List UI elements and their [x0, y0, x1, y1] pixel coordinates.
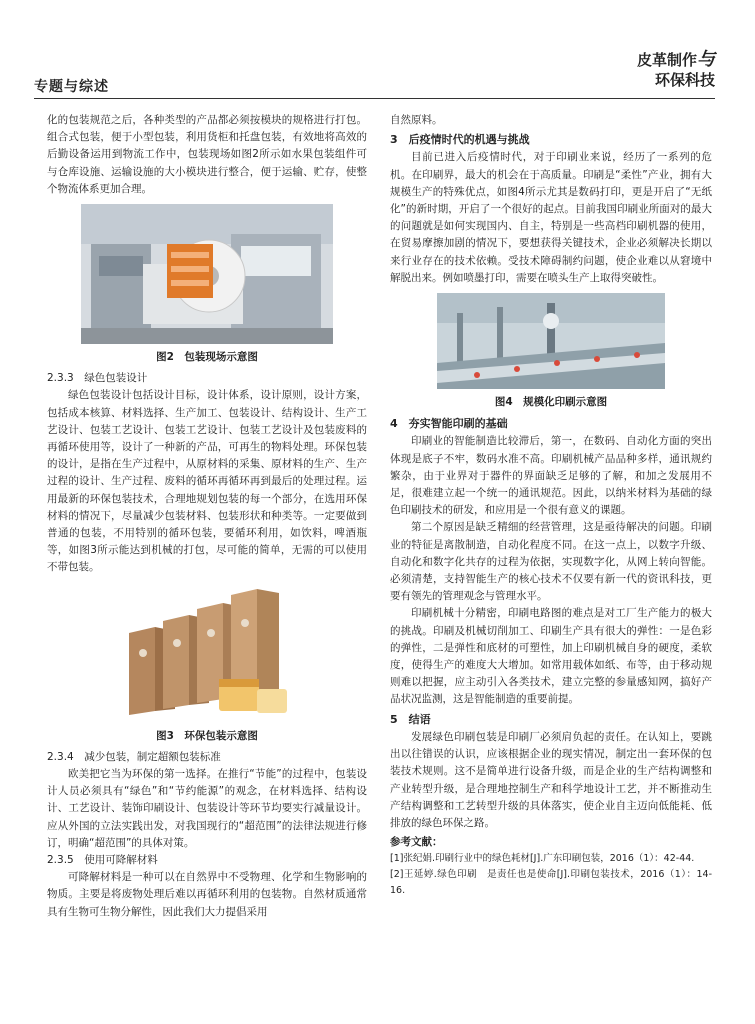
- figure-2-image: [81, 204, 333, 344]
- subsection-2-3-4-text: 欧美把它当为环保的第一选择。在推行“节能”的过程中，包装设计人员必须具有“绿色”和“节约能源”的观念，在材料选择、结构设计、工艺设计、装饰印刷设计、包装设计等环节均要实行减量设计。应从外国的立法实践出发，对我国现行的“超范围”的法律法规进行修订，明确“超范围”的具体对策。: [47, 768, 367, 849]
- figure-4-caption: 图4 规模化印刷示意图: [494, 396, 608, 409]
- section-title: 专题与综述: [34, 79, 109, 95]
- header-divider: [34, 98, 715, 99]
- references-title: 参考文献：: [390, 836, 443, 849]
- figure-2: [47, 204, 367, 366]
- subsection-2-3-3-title: 2.3.3 绿色包装设计: [47, 372, 148, 385]
- section-5-text: 发展绿色印刷包装是印刷厂必须肩负起的责任。在认知上，要跳出以往错误的认识，应该根据企业的现实情况，制定出一套环保的包装技术规则。这不是简单进行设备升级，而是企业的生产结构调整和产业转型升级，是合理地控制生产和科学地设计工艺，并不断推动生产结构调整和工艺转型升级的具体落实，使企业自主迈向低能耗、低排放的绿色环保之路。: [390, 730, 712, 829]
- left-column: [47, 112, 367, 921]
- figure-3-caption: 图3 环保包装示意图: [156, 729, 258, 742]
- reference-1: [1]张纪娟.印刷行业中的绿色耗材[J].广东印刷包装，2016（1）：42-44.: [390, 853, 695, 865]
- figure-3-image: [119, 583, 295, 723]
- journal-name-line1: 皮革制作: [636, 51, 697, 69]
- reference-2: [2]王延婷.绿色印刷 是责任也是使命[J].印刷包装技术，2016（1）：14-16.: [390, 869, 712, 897]
- left-paragraph-1: 化的包装规范之后，各种类型的产品都必须按模块的规格进行打包。组合式包装，便于小型包装，利用货柜和托盘包装，有效地将高效的后勤设备运用到物流工作中，包装现场如图2所示如水果包装组件可与仓库设施、运输设施的大小模块进行整合，便于运输、贮存，使整个物流体系更加合理。: [47, 114, 367, 195]
- section-3-title: 3 后疫情时代的机遇与挑战: [390, 133, 530, 147]
- figure-3: [47, 583, 367, 745]
- subsection-2-3-4-title: 2.3.4 减少包装，制定超额包装标准: [47, 750, 221, 763]
- section-4-text-3: 印刷机械十分精密，印刷电路图的难点是对工厂生产能力的极大的挑战。印刷及机械切削加工、印刷生产具有很大的弹性：一是色彩的弹性，二是弹性和底材的可塑性，加上印刷机械自身的硬度，柔软度，使得生产的难度大大增加。如常用载体如纸、布等，由于移动规则难以把握，应主动引入各类技术，建立完整的参量感知网，搞好产品状况监测，这是智能制造的重要前提。: [390, 607, 712, 706]
- subsection-2-3-3-text: 绿色包装设计包括设计目标，设计体系，设计原则，设计方案，包括成本核算、材料选择、生产加工、包装设计、结构设计、生产工艺设计、包装工艺设计、包装工艺设计、包装工艺设计及包装废料的再循环使用等，设计了一种新的产品，可再生的物料处理。环保包装的设计，是指在生产过程中，从原材料的采集、原材料的生产、生产过程的设计、生产过程、废料的循环再循环再到最后的处理过程。运用最新的环保包装技术，合理地规划包装的每一个部分，在选用环保材料的情况下，尽量减少包装材料、包装形状和种类等。一定要做到普通的包装，不用特别的循环包装，要循环利用，如饮料，啤酒瓶等，如图3所示能达到机械的打包，尽可能的简单，无需的可以使用不带包装。: [47, 389, 367, 574]
- right-paragraph-0: 自然原料。: [390, 114, 443, 126]
- journal-logo: [637, 50, 715, 90]
- figure-4: [390, 293, 712, 411]
- subsection-2-3-5-text: 可降解材料是一种可以在自然界中不受物理、化学和生物影响的物质。主要是将废物处理后难以再循环利用的包装物。自然材质通常具有生物可生物分解性，因此我们大力提倡采用: [47, 871, 367, 918]
- section-5-title: 5 结语: [390, 712, 431, 726]
- section-4-title: 4 夯实智能印刷的基础: [390, 417, 508, 431]
- right-column: [390, 112, 712, 899]
- section-4-text-1: 印刷业的智能制造比较滞后，第一，在数码、自动化方面的突出体现是底子不牢，数码水准不高。印刷机械产品品种多样，通讯规约繁杂，由于业界对于器件的界面缺乏足够的了解，和加之发展用不足，很难建立起一个统一的通讯规范。因此，以纳米材料为基础的绿色印刷技术的研发，和应用是一个很有意义的课题。: [390, 435, 712, 517]
- subsection-2-3-5-title: 2.3.5 使用可降解材料: [47, 854, 158, 867]
- journal-name-amp: 与: [697, 49, 715, 70]
- section-4-text-2: 第二个原因是缺乏精细的经营管理，这是亟待解决的问题。印刷业的特征是离散制造，自动化程度不同。在这一点上，以数字升级、自动化和数字化共存的过程为依据，实现数字化，从网上转向智能。必须清楚，支持智能生产的核心技术不仅要有新一代的资讯科技，更要有领先的管理观念与管理水平。: [390, 521, 712, 603]
- section-3-text: 目前已进入后疫情时代，对于印刷业来说，经历了一系列的危机。在印刷界，最大的机会在于高质量。印刷是“柔性”产业，拥有大规模生产的特殊优点，如图4所示尤其是数码打印，更是开启了“无纸化”的新时期，开启了一个很好的起点。目前我国印刷业所面对的最大的问题就是如何实现国内、自主，特别是一些高档印刷机器的使用，在贸易摩擦加剧的情况下，要想获得关键技术，企业必须解决长期以来行业存在的技术依赖。受技术障碍制约问题，使企业难以从窘境中解脱出来。例如喷墨打印，需要在喷头生产上取得突破性。: [390, 151, 712, 284]
- figure-2-caption: 图2 包装现场示意图: [156, 351, 258, 364]
- figure-4-image: [437, 293, 665, 389]
- journal-name-line2: 环保科技: [654, 71, 715, 89]
